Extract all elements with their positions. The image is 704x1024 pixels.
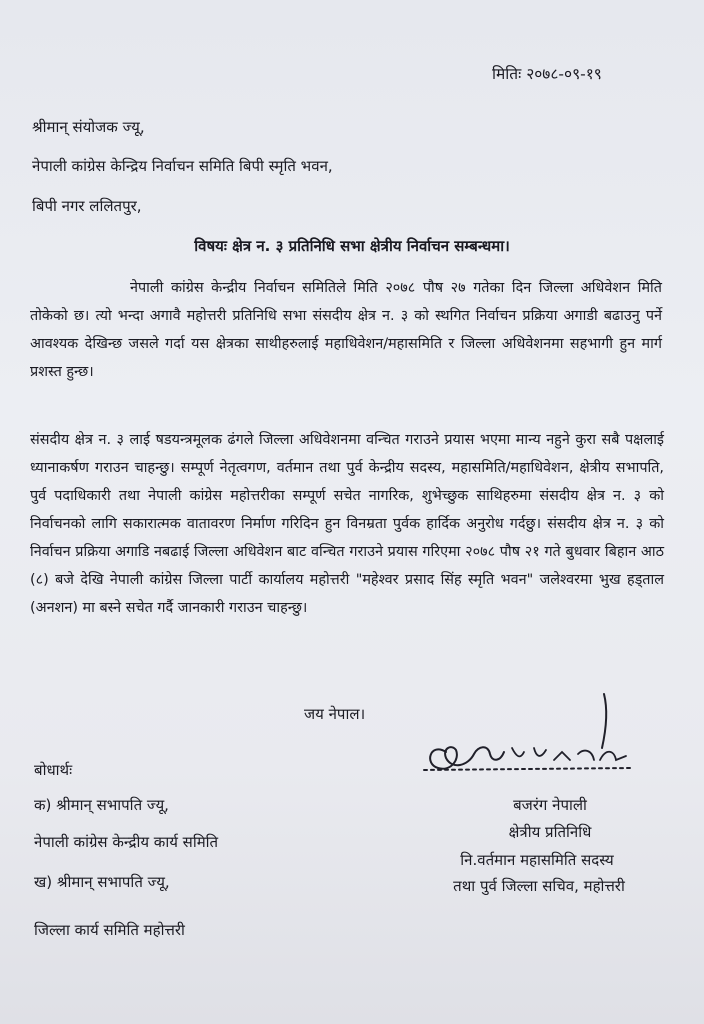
cc-item-1-line-1: क) श्रीमान् सभापति ज्यू, — [34, 796, 169, 814]
addressee-line-1: श्रीमान् संयोजक ज्यू, — [32, 118, 145, 136]
signatory-name: बजरंग नेपाली — [513, 796, 587, 814]
cc-item-2-line-1: ख) श्रीमान् सभापति ज्यू, — [34, 873, 170, 891]
cc-item-2-line-2: जिल्ला कार्य समिति महोत्तरी — [34, 921, 185, 939]
signatory-title-2: नि.वर्तमान महासमिति सदस्य — [460, 851, 614, 869]
letter-subject: विषयः क्षेत्र न. ३ प्रतिनिधि सभा क्षेत्रीय निर्वाचन सम्बन्धमा। — [194, 237, 510, 255]
addressee-line-2: नेपाली कांग्रेस केन्द्रिय निर्वाचन समिति बिपी स्मृति भवन, — [32, 157, 333, 175]
closing-salutation: जय नेपाल। — [304, 705, 366, 723]
signatory-title-1: क्षेत्रीय प्रतिनिधि — [508, 823, 592, 841]
signatory-title-3: तथा पुर्व जिल्ला सचिव, महोत्तरी — [453, 877, 625, 895]
addressee-line-3: बिपी नगर ललितपुर, — [32, 197, 142, 215]
body-paragraph-2: संसदीय क्षेत्र न. ३ लाई षडयन्त्रमूलक ढंगले जिल्ला अधिवेशनमा वन्चित गराउने प्रयास भएमा मान्य नहुने कुरा सबै पक्षलाई ध्यानाकर्षण गराउन चाहन्छु। सम्पूर्ण नेतृत्वगण, वर्तमान तथा पुर्व केन्द्रीय सदस्य, महासमिति/महाधिवेशन, क्षेत्रीय सभापति, पुर्व पदाधिकारी तथा नेपाली कांग्रेस महोत्तरीका सम्पूर्ण सचेत नागरिक, शुभेच्छुक साथिहरुमा संसदीय क्षेत्र न. ३ को निर्वाचनको लागि सकारात्मक वातावरण निर्माण गरिदिन हुन विनम्रता पुर्वक हार्दिक अनुरोध गर्दछु। संसदीय क्षेत्र न. ३ को निर्वाचन प्रक्रिया अगाडि नबढाई जिल्ला अधिवेशन बाट वन्चित गराउने प्रयास गरिएमा २०७८ पौष २१ गते बुधवार बिहान आठ (८) बजे देखि नेपाली कांग्रेस जिल्ला पार्टी कार्यालय महोत्तरी "महेश्वर प्रसाद सिंह स्मृति भवन" जलेश्वरमा भुख हड्ताल (अनशन) मा बस्ने सचेत गर्दै जानकारी गराउन चाहन्छु। — [30, 432, 664, 616]
letter-date: मितिः २०७८-०९-१९ — [492, 65, 602, 83]
body-paragraph-1-text: नेपाली कांग्रेस केन्द्रीय निर्वाचन समितिले मिति २०७८ पौष २७ गतेका दिन जिल्ला अधिवेशन मिति तोकेको छ। त्यो भन्दा अगावै महोत्तरी प्रतिनिधि सभा संसदीय क्षेत्र न. ३ को स्थगित निर्वाचन प्रक्रिया अगाडी बढाउनु पर्ने आवश्यक देखिन्छ जसले गर्दा यस क्षेत्रका साथीहरुलाई महाधिवेशन/महासमिति र जिल्ला अधिवेशनमा सहभागी हुन मार्ग प्रशस्त हुन्छ। — [30, 280, 662, 380]
handwritten-signature — [416, 690, 666, 790]
cc-item-1-line-2: नेपाली कांग्रेस केन्द्रीय कार्य समिति — [34, 833, 219, 851]
body-paragraph-1 — [30, 274, 662, 386]
cc-label: बोधार्थः — [34, 761, 73, 779]
